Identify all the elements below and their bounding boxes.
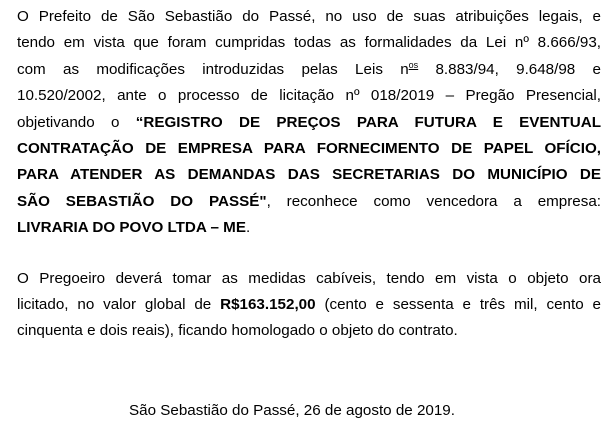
text-line [17,83,601,109]
text-segment: 8.883/94, 9.648/98 e [418,60,601,78]
text-line [17,215,601,241]
text-line [17,292,601,318]
object-title-bold: SÃO SEBASTIÃO DO PASSÉ" [17,192,267,210]
text-segment: com as modificações introduzidas pelas Leis n [17,60,409,78]
text-line [17,4,601,30]
text-line [17,57,601,83]
text-segment: 10.520/2002, ante o processo de licitação nº 018/2019 – Pregão Presencial, [17,87,601,105]
text-line [17,189,601,215]
text-segment: O Pregoeiro deverá tomar as medidas cabíveis, tendo em vista o objeto ora [17,269,601,287]
text-line [17,136,601,162]
text-segment: , reconhece como vencedora a empresa: [266,192,602,210]
object-title-bold: “REGISTRO DE PREÇOS PARA FUTURA E EVENTUAL [135,113,601,131]
text-segment: licitado, no valor global de [17,296,221,314]
text-line [17,110,601,136]
text-segment: (cento e sessenta e três mil, cento e [315,296,601,314]
text-segment: . [245,219,251,237]
text-line [17,162,601,188]
text-line [17,30,601,56]
homologation-paragraph [17,4,601,242]
object-title-bold: PARA ATENDER AS DEMANDAS DAS SECRETARIAS DO MUNICÍPIO DE [17,166,601,184]
text-line [17,266,601,292]
global-value: R$163.152,00 [220,296,316,314]
document-body [17,4,601,345]
date-line: São Sebastião do Passé, 26 de agosto de 2019. [129,402,455,419]
winning-company: LIVRARIA DO POVO LTDA – ME [17,219,246,237]
instruction-paragraph [17,266,601,345]
text-segment: cinquenta e dois reais), ficando homologado o objeto do contrato. [17,322,458,340]
object-title-bold: CONTRATAÇÃO DE EMPRESA PARA FORNECIMENTO DE PAPEL OFÍCIO, [17,140,601,158]
text-line [17,318,601,344]
superscript: os [408,59,419,70]
text-segment: objetivando o [17,113,136,131]
text-segment: tendo em vista que foram cumpridas todas as formalidades da Lei nº 8.666/93, [17,34,601,52]
text-segment: O Prefeito de São Sebastião do Passé, no uso de suas atribuições legais, e [17,8,601,25]
